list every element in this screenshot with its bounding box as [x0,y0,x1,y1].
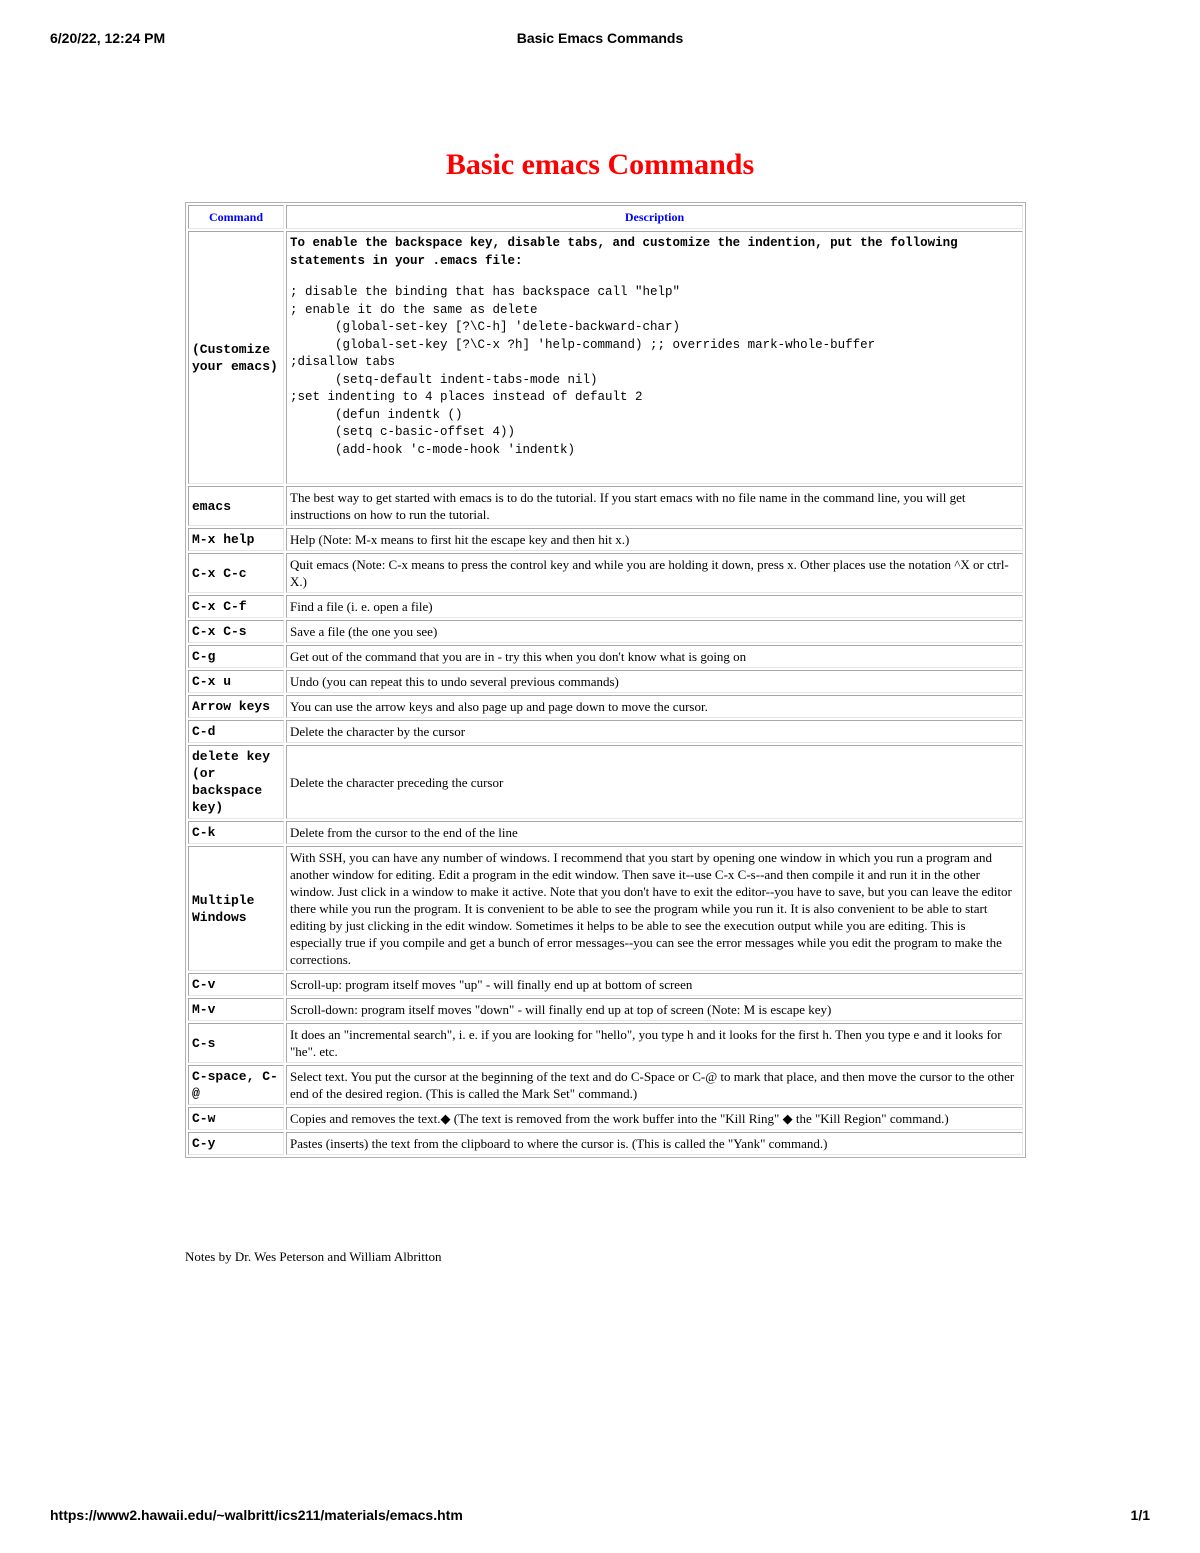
table-row [188,1132,1023,1155]
command-cell: C-w [188,1107,284,1130]
table-row-customize [188,231,1023,484]
print-url: https://www2.hawaii.edu/~walbritt/ics211/materials/emacs.htm [50,1507,463,1523]
table-row [188,973,1023,996]
description-cell: You can use the arrow keys and also page up and page down to move the cursor. [286,695,1023,718]
table-row [188,745,1023,819]
customize-code: ; disable the binding that has backspace call "help" ; enable it do the same as delete (global-set-key [?\C-h] 'delete-backward-char) (global-set-key [?\C-x ?h] 'help-command) ;; overrides mark-whole-buffer ;disallow tabs (setq-default indent-tabs-mode nil) ;set indenting to 4 places instead of default 2 (defun indentk () (setq c-basic-offset 4)) (add-hook 'c-mode-hook 'indentk) [290,285,876,457]
command-cell: Multiple Windows [188,846,284,971]
command-cell: C-x C-f [188,595,284,618]
header-command: Command [188,205,284,229]
header-description: Description [286,205,1023,229]
table-row [188,1107,1023,1130]
print-page-title: Basic Emacs Commands [516,30,684,46]
table-row [188,846,1023,971]
customize-intro: To enable the backspace key, disable tabs, and customize the indention, put the following statements in your .emacs file: [290,236,958,268]
commands-table [185,202,1026,1158]
description-cell: Undo (you can repeat this to undo several previous commands) [286,670,1023,693]
table-row [188,620,1023,643]
table-row [188,998,1023,1021]
description-cell: Copies and removes the text.◆ (The text is removed from the work buffer into the "Kill Ring" ◆ the "Kill Region" command.) [286,1107,1023,1130]
command-cell: C-x u [188,670,284,693]
table-row [188,720,1023,743]
description-cell: Delete the character by the cursor [286,720,1023,743]
description-cell: The best way to get started with emacs is to do the tutorial. If you start emacs with no file name in the command line, you will get instructions on how to run the tutorial. [286,486,1023,526]
table-header-row [188,205,1023,229]
table-row [188,670,1023,693]
print-header [50,30,1150,50]
command-cell: M-v [188,998,284,1021]
table-row [188,486,1023,526]
page-title: Basic emacs Commands [445,148,755,181]
table-row [188,528,1023,551]
description-cell: Scroll-up: program itself moves "up" - will finally end up at bottom of screen [286,973,1023,996]
description-cell: Help (Note: M-x means to first hit the escape key and then hit x.) [286,528,1023,551]
description-cell: Pastes (inserts) the text from the clipboard to where the cursor is. (This is called the "Yank" command.) [286,1132,1023,1155]
command-cell: C-x C-s [188,620,284,643]
description-cell: Delete from the cursor to the end of the line [286,821,1023,844]
print-footer [50,1507,1150,1527]
command-cell: M-x help [188,528,284,551]
description-cell: Delete the character preceding the cursor [286,745,1023,819]
command-cell: C-y [188,1132,284,1155]
command-cell: C-v [188,973,284,996]
command-cell: Arrow keys [188,695,284,718]
command-cell: C-g [188,645,284,668]
command-cell: C-x C-c [188,553,284,593]
description-cell: Get out of the command that you are in - try this when you don't know what is going on [286,645,1023,668]
table-row [188,695,1023,718]
table-row [188,553,1023,593]
command-cell: C-d [188,720,284,743]
command-cell: C-space, C-@ [188,1065,284,1105]
description-cell: With SSH, you can have any number of windows. I recommend that you start by opening one window in which you run a program and another window for editing. Edit a program in the edit window. Then save it--use C-x C-s--and then compile it and run it in the other window. Just click in a window to make it active. Note that you don't have to exit the editor--you have to save, but you can leave the editor there while you run the program. It is convenient to be able to see the program while you run it. It is also convenient to be able to start editing by just clicking in the edit window. Sometimes it helps to be able to see the execution output while you are editing. This is especially true if you compile and get a bunch of error messages--you can see the error messages while you edit the program to make the corrections. [286,846,1023,971]
table-row [188,1065,1023,1105]
command-cell: C-k [188,821,284,844]
description-cell: It does an "incremental search", i. e. if you are looking for "hello", you type h and it looks for the first h. Then you type e and it looks for "he". etc. [286,1023,1023,1063]
table-row [188,1023,1023,1063]
command-cell: (Customize your emacs) [188,231,284,484]
description-cell [286,231,1023,484]
description-cell: Save a file (the one you see) [286,620,1023,643]
description-cell: Find a file (i. e. open a file) [286,595,1023,618]
description-cell: Quit emacs (Note: C-x means to press the control key and while you are holding it down, press x. Other places use the notation ^X or ctrl-X.) [286,553,1023,593]
command-cell: C-s [188,1023,284,1063]
table-row [188,821,1023,844]
print-page-number: 1/1 [1130,1507,1150,1523]
command-cell: delete key (or backspace key) [188,745,284,819]
description-cell: Select text. You put the cursor at the beginning of the text and do C-Space or C-@ to mark that place, and then move the cursor to the other end of the desired region. (This is called the Mark Set" command.) [286,1065,1023,1105]
description-cell: Scroll-down: program itself moves "down" - will finally end up at top of screen (Note: M is escape key) [286,998,1023,1021]
table-row [188,595,1023,618]
footnote: Notes by Dr. Wes Peterson and William Albritton [185,1249,442,1264]
command-cell: emacs [188,486,284,526]
print-datetime: 6/20/22, 12:24 PM [50,30,166,46]
table-row [188,645,1023,668]
